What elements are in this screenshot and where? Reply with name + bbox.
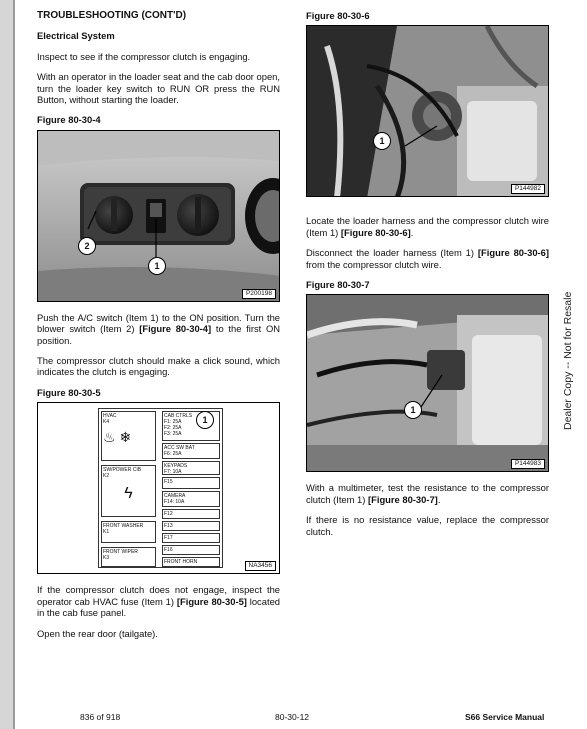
figure-compressor-harness <box>306 25 549 197</box>
manual-title: S66 Service Manual <box>465 712 545 722</box>
callout-1: 1 <box>373 132 391 150</box>
fuse-f15: F15 <box>162 477 220 489</box>
figure-compressor-clutch <box>306 294 549 472</box>
paragraph: Locate the loader harness and the compressor clutch wire (Item 1) [Figure 80-30-6]. <box>306 215 549 238</box>
paragraph: Inspect to see if the compressor clutch is engaging. <box>37 50 251 62</box>
fuse-acc-sw-bat: ACC SW BAT F6: 25A <box>162 443 220 459</box>
callout-2: 2 <box>78 237 96 255</box>
page-count: 836 of 918 <box>80 712 121 722</box>
paragraph: If the compressor clutch does not engage, inspect the operator cab HVAC fuse (Item 1) [Figure 80-30-5] located in the cab fuse panel. <box>37 584 280 619</box>
figure-fuse-panel <box>37 402 280 574</box>
page-number: 80-30-12 <box>275 712 310 722</box>
paragraph: If there is no resistance value, replace the compressor clutch. <box>306 514 549 537</box>
figure-id-tag: P200198 <box>242 289 276 299</box>
heat-cool-icon: ♨ ❄ <box>103 429 132 446</box>
paragraph: With a multimeter, test the resistance to the compressor clutch (Item 1) [Figure 80-30-7]. <box>306 482 549 505</box>
power-bolt-icon: ϟ <box>124 485 133 503</box>
paragraph: Push the A/C switch (Item 1) to the ON position. Turn the blower switch (Item 2) [Figure 80-30-4] to the first ON position. <box>37 311 281 346</box>
right-column <box>306 10 549 546</box>
fuse-camera: CAMERA F14: 10A <box>162 491 220 507</box>
ac-controls-photo <box>38 131 280 302</box>
fuse-f17: F17 <box>162 533 220 543</box>
fuse-cab-controls: CAB CTRLS F1: 25A F2: 25A F3: 25A <box>162 411 220 441</box>
paragraph: Open the rear door (tailgate). <box>37 627 158 639</box>
compressor-clutch-photo <box>307 295 549 472</box>
figure-id-tag: NA3456 <box>245 561 277 571</box>
compressor-harness-photo <box>307 26 549 197</box>
page-edge-line <box>13 0 15 729</box>
fuse-keypads: KEYPADS F7: 10A <box>162 461 220 475</box>
paragraph: The compressor clutch should make a click sound, which indicates the clutch is engaging. <box>37 355 280 378</box>
callout-1: 1 <box>196 411 214 429</box>
page-heading: TROUBLESHOOTING (CONT'D) <box>37 10 187 21</box>
figure-id-tag: P144983 <box>511 459 545 469</box>
page-edge-bar <box>0 0 13 729</box>
figure-label: Figure 80-30-5 <box>37 386 101 398</box>
figure-label: Figure 80-30-6 <box>306 10 370 21</box>
figure-label: Figure 80-30-4 <box>37 114 101 126</box>
figure-ac-controls <box>37 130 280 302</box>
figure-id-tag: P144982 <box>511 184 545 194</box>
fuse-f12: F12 <box>162 509 220 519</box>
callout-1: 1 <box>148 257 166 275</box>
relay-hvac: HVAC K4 ♨ ❄ <box>101 411 156 461</box>
watermark-vertical-text: Dealer Copy -- Not for Resale <box>562 291 574 430</box>
callout-1: 1 <box>404 401 422 419</box>
relay-front-wiper: FRONT WIPER K3 <box>101 547 156 567</box>
figure-label: Figure 80-30-7 <box>306 279 370 291</box>
left-column <box>37 10 280 648</box>
section-title: Electrical System <box>37 30 115 42</box>
fuse-front-horn: FRONT HORN <box>162 557 220 567</box>
fuse-f13: F13 <box>162 521 220 531</box>
fuse-f16: F16 <box>162 545 220 555</box>
paragraph: With an operator in the loader seat and the cab door open, turn the loader key switch to RUN OR press the RUN Button, without starting the loader. <box>37 71 280 106</box>
relay-switch-power: SW/POWER CIB K2 ϟ <box>101 465 156 517</box>
relay-front-washer: FRONT WASHER K1 <box>101 521 156 543</box>
paragraph: Disconnect the loader harness (Item 1) [Figure 80-30-6] from the compressor clutch wire. <box>306 247 550 270</box>
